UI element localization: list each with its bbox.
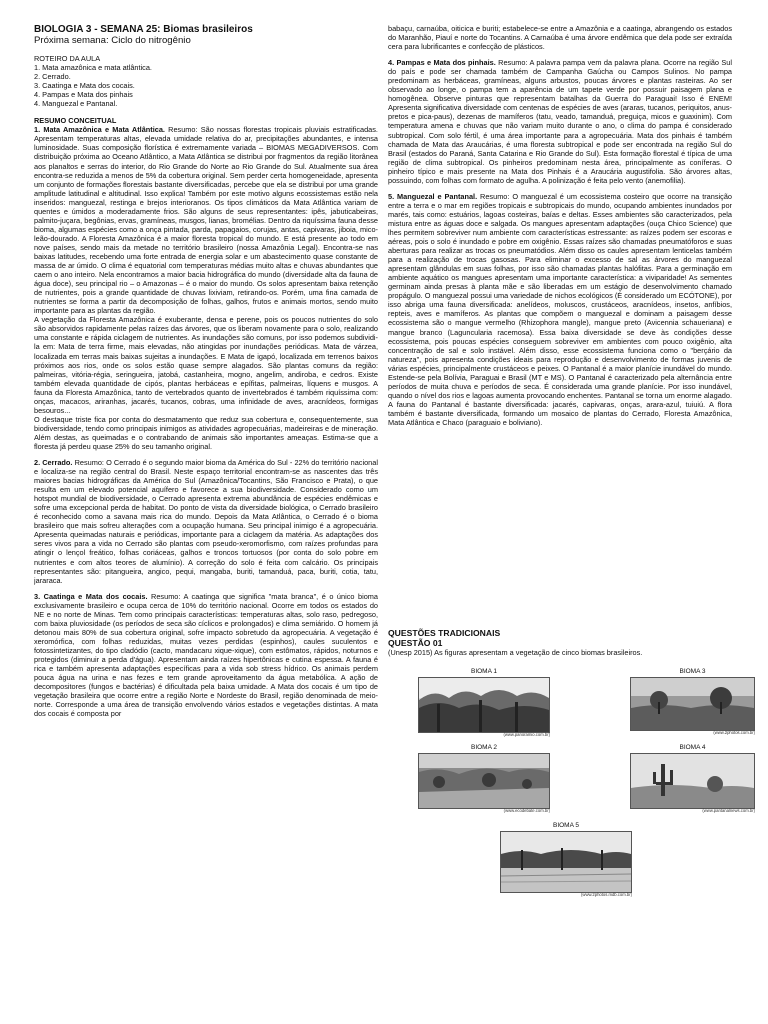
bioma-3-source: (www.2photos.com.br): [713, 730, 755, 735]
bioma-1-label: BIOMA 1: [470, 668, 497, 675]
right-column: [388, 24, 732, 624]
section-3-paragraph: [34, 592, 378, 719]
bioma-4-source: (www.pantanalnews.com.br): [702, 808, 755, 813]
section-2-lead: 2. Cerrado.: [34, 458, 73, 468]
roteiro-item-3: 3. Caatinga e Mata dos cocais.: [34, 81, 135, 91]
roteiro-title: ROTEIRO DA AULA: [34, 54, 101, 63]
bioma-2-photo: [418, 753, 550, 809]
section-5-paragraph: [388, 192, 732, 427]
section-3-lead: 3. Caatinga e Mata dos cocais.: [34, 591, 148, 601]
section-5-lead: 5. Manguezal e Pantanal.: [388, 191, 478, 201]
bioma-1-source: (www.panoramio.com.br): [503, 732, 550, 737]
roteiro-item-2: 2. Cerrado.: [34, 72, 71, 82]
section-4-lead: 4. Pampas e Mata dos pinhais.: [388, 58, 496, 68]
left-column: [34, 24, 378, 989]
section-5-text: Resumo: O manguezal é um ecossistema costeiro que ocorre na transição entre a terra e o mar em regiões tropicais e subtropicais do mundo, ocupando ambientes inundados por marés, tais como: estuários, lagoas costeiras, baías e deltas. Esses ambientes são caracterizados, pela mistura entre as águas doce e salgada. Os mangues apresentam adaptações (ouça Chico Science) que lhes permitem sobreviver num ambiente com características estressante: as raízes podem ser escoras e aéreas, pois o solo é inundado e pobre em oxigênio. Essas raízes são chamadas pneumatóforos e suas aberturas para realizar as trocas os pneumatódios. Além disso os caules apresentam lenticelas também para a realização de trocas gasosas. Para eliminar o excesso de sal as árvores do manguezal apresentam glândulas em suas folhas, por isso são chamadas plantas halófitas. Para a germinação em ambiente aquático os mangues apresentam uma importante característica: a viviparidade! As sementes germinam ainda presas à planta mãe e são liberadas em um estágio de desenvolvimento chamado propágulo. O manguezal possui uma variedade de nichos ecológicos (É considerado um ECÓTONE), por isso abriga uma fauna diversificada: anelídeos, moluscos, crustáceos, aracnídeos, insetos, anfíbios, repteis, aves e mamíferos. As plantas que compõem o manguezal e dominam a paisagem desse ecossistema são o mangue vermelho (Rhizophora mangle), mangue preto (Avicennia schaueriana) e mangue branco (Laguncularia racemosa). Essa baixa diversidade se deve às condições desse ecossistema, pois poucas espécies conseguem sobreviver em ambientes com pouco oxigênio, alta concentração de sal e solo instável. Além disso, esse ecossistema funciona como o "berçário da natureza", pois apresenta condições ideais para reprodução e desenvolvimento de formas juvenis de várias espécies, principalmente crustáceos e peixes. O Pantanal é a maior planície inundável do mundo. Estende-se pela Bolívia, Paraguai e Brasil (MT e MS). O Pantanal é caracterizado pela alternância entre períodos de muita chuva e períodos de seca. É considerada uma grande planície. Por isso inundável, quando o nível dos rios e lagoas aumenta provocando enchentes. Pantanal se torna um enorme alagado. A fauna do Pantanal é bastante diversificada: jacarés, capivaras, onças, arara-azul, tuiuiú. A flora também é bastante diversificada, formando um mosaico de plantas do Cerrado, Floresta Amazônica, Mata Atlântica e Chaco (paraguaio e boliviano).: [388, 191, 732, 427]
savanna-photo-icon: [631, 678, 754, 730]
bioma-3-label: BIOMA 3: [679, 668, 706, 675]
questions-title: QUESTÕES TRADICIONAIS: [388, 628, 501, 638]
section-3-continuation: babaçu, carnaúba, oiticica e buriti; estabelece-se entre a Amazônia e a caatinga, abrangendo os estados do Maranhão, Piauí e norte do Tocantins. A Carnaúba é uma árvore endêmica que dela pode ser extraída cera para lubrificantes e confecção de plásticos.: [388, 24, 732, 52]
bioma-4-figure: [630, 744, 755, 816]
roteiro-item-4: 4. Pampas e Mata dos pinhais: [34, 90, 133, 100]
bioma-1-photo: [418, 677, 550, 733]
forest-photo-icon: [419, 678, 549, 732]
question-1-title: QUESTÃO 01: [388, 638, 443, 648]
wetland-photo-icon: [501, 832, 631, 892]
roteiro-item-5: 4. Manguezal e Pantanal.: [34, 99, 118, 109]
section-2-paragraph: [34, 458, 378, 585]
questions-block: [388, 628, 732, 657]
section-1-paragraph-1: [34, 125, 378, 315]
section-1-paragraph-3: O destaque triste fica por conta do desmatamento que reduz sua cobertura e, consequentemente, sua biodiversidade, tendo como principais inimigos as atividades agropecuárias, madeireiras e de mineração. Além destas, as queimadas e o contrabando de animais são importantes ameaças. Estima-se que a floresta já perdeu quase 25% do seu tamanho original.: [34, 414, 378, 451]
bioma-5-label: BIOMA 5: [552, 822, 579, 829]
bioma-1-figure: [418, 668, 550, 738]
section-4-text: Resumo: A palavra pampa vem da palavra plana. Ocorre na região Sul do país e pode ser chamada também de Campanha Gaúcha ou Campos Sulinos. No pampa predominam as herbáceas, gramíneas, alguns arbustos, poucas árvores e plantas rasteiras. Ao ser observado ao longe, o pampa tem a aparência de um tapete verde por possuir paisagem plana e homogênea. Observe pinturas que representam batalhas da Guerra do Paraguai! Isso é ENEM! Apresenta significativa diversidade com centenas de espécies de aves (araras, tucanos, periquitos, anus-pretos e pica-paus), dezenas de mamíferos (tatu, veado, tamanduá, preguiça, micos e guaxinim). Com temperatura amena e chuvas que não variam muito durante o ano, o clima do pampa é considerado subtropical. Com solo fértil, é uma área importante para a agropecuária. Mata dos pinhais é também chamada de Mata das Araucárias, é uma floresta subtropical e pode ser encontrada na região Sul do Brasil (estados do Paraná, Santa Catarina e Rio Grande do Sul). Esta formação florestal é típica de uma região de clima subtropical. Os pinheiros predominam nesta área, principalmente as coníferas. O pinheiro típico e mais presente na Mata dos Pinhais é a Araucária augustifolia. São árvores altas, possuindo, com folhas com formato de agulha. A polinização é feita pelo vento (anemofilia).: [388, 58, 732, 185]
bioma-3-photo: [630, 677, 755, 731]
section-1-lead: 1. Mata Amazônica e Mata Atlântica.: [34, 125, 165, 135]
question-1-text: (Unesp 2015) As figuras apresentam a vegetação de cinco biomas brasileiros.: [388, 648, 643, 657]
bioma-4-label: BIOMA 4: [679, 744, 706, 751]
bioma-5-figure: [500, 822, 632, 900]
section-4-paragraph: [388, 58, 732, 185]
section-1-paragraph-2: A vegetação da Floresta Amazônica é exuberante, densa e perene, pois os poucos nutrientes do solo são absorvidos rapidamente pelas raízes das árvores, que os liberam novamente para o solo, realizando uma constante e rápida ciclagem de nutrientes. As inundações são comuns, por isso podemos subdividi-la em: Mata de terra firme, mais elevadas, não atingidas por inundações periódicas. Mata de várzea, localizada em terras mais baixas sujeitas a inundações. E Mata de igapó, localizada em terrenos baixos próximos aos rios, onde os solos estão quase sempre alagados. São plantas comuns da região: palmeiras, vitória-régia, seringueira, jatobá, castanheira, mogno, angelim, andiroba, e cedros. Existe também elevada quantidade de cipós, plantas herbáceas e epífitas, palmeiras, líquens e musgos. A fauna da Floresta Amazônica, tanto de vertebrados quanto de invertebrados é também riquíssima com: onças, macacos, ariranhas, jacarés, tucanos, cobras, uma infinidade de aves, aracnídeos, formigas besouros...: [34, 315, 378, 415]
document-subtitle: Próxima semana: Ciclo do nitrogênio: [34, 35, 191, 46]
shrubland-photo-icon: [419, 754, 549, 808]
roteiro-block: [34, 54, 378, 108]
bioma-5-photo: [500, 831, 632, 893]
bioma-2-label: BIOMA 2: [470, 744, 497, 751]
bioma-5-source: (www.2photos.mdb.com.br): [581, 892, 632, 897]
bioma-3-figure: [630, 668, 755, 738]
bioma-2-source: (www.ecodebate.com.br): [503, 808, 550, 813]
roteiro-item-1: 1. Mata amazônica e mata atlântica.: [34, 63, 152, 73]
resumo-title: RESUMO CONCEITUAL: [34, 116, 117, 126]
caatinga-photo-icon: [631, 754, 754, 808]
bioma-4-photo: [630, 753, 755, 809]
section-1-text-1: Resumo: São nossas florestas tropicais pluviais estratificadas. Apresentam temperaturas altas, elevada umidade relativa do ar, precipitações abundantes, e intensa luminosidade. Suas composição florística é extremamente variada – BIOMAS MEGADIVERSOS. Com distribuição próxima ao Oceano Atlântico, a Mata Atlântica se distribui por fragmentos da região litorânea aos planaltos e serras do interior, do Rio Grande do Norte ao Rio Grande do Sul. Atualmente sua área encontra-se reduzida a menos de 5% da cobertura original. Sem perder certa homogeneidade, apresenta um conjunto de formações florestais bastante diversificadas, percebe que ela se distribui por uma grande amplitude latitudinal e altitudinal. Isso explica! Também por este motivo alguns ecossistemas estão nela inseridos: manguezal, restinga e brejos interioranos. Os tipos climáticos da Mata Atlântica variam de quentes e úmidos a moderadamente frios. São alguns de seus representantes: ipês, jabuticabeiras, palmito-juçara, begônias, ervas, gramíneas, musgos, lianas, bromélias. Dentro da riquíssima fauna desse bioma, algumas espécies como a onça pintada, parda, papagaios, corujas, antas, capivaras, jiboia, mico-leão-dourado. A Floresta Amazônica é a maior floresta tropical do mundo. E está presente ao todo em nove países, sendo mais da metade no território brasileiro (nossa Amazônia Legal). Encontra-se nas baixas latitudes, recebendo uma forte entrada de energia solar e um abastecimento quase constante de massa de ar úmido. O clima é equatorial com temperaturas médias muito altas e chuvas abundantes que caem o ano inteiro. Nela encontramos a maior bacia hidrográfica do mundo (diversidade alta da fauna de água doce), seu principal rio – o Amazonas – é o maior do mundo. Os solos apresentam baixa retenção de nutrientes, pois a grande quantidade de chuvas lixiviam, retirando-os. Porém, uma fina camada de nutrientes se forma a partir da decomposição de folhas, galhos, frutos e animais mortos, sendo muito importante para as plantas da região.: [34, 125, 378, 316]
bioma-2-figure: [418, 744, 550, 816]
document-title: BIOLOGIA 3 - SEMANA 25: Biomas brasileiros: [34, 24, 253, 35]
section-2-text: Resumo: O Cerrado é o segundo maior bioma da América do Sul - 22% do território nacional e localiza-se na região central do Brasil. Neste espaço territorial encontram-se as nascentes das três maiores bacias hidrográficas da América do Sul (Amazônica/Tocantins, São Francisco e Prata), o que resulta em um elevado potencial aquífero e favorece a sua biodiversidade. Considerado como um hotspot mundial de biodiversidade, o Cerrado apresenta extrema abundância de espécies endêmicas e sofre uma excepcional perda de habitat. Do ponto de vista da diversidade biológica, o Cerrado brasileiro é reconhecido como a savana mais rica do mundo. Depois da Mata Atlântica, o Cerrado é o bioma brasileiro que mais sofreu alterações com a ocupação humana. Seu principal inimigo é a agropecuária. Apresenta queimadas naturais e periódicas, importante para a ciclagem da matéria. As adaptações dos seres vivos para a vida no Cerrado são plantas com pseudo-xeromorfismo, com raízes profundas para atingir o lençol freático, folhas coriáceas, galhos e troncos tortuosos (por conta do solo pobre em nutrientes e com altos teores de alumínio). A correção do solo é feita com calcário. Os principais representantes são: pitangueira, angico, pequi, mangaba, buriti, tamanduá, paca, buriti, cotia, tatu, jararaca.: [34, 458, 378, 585]
section-3-text: Resumo: A caatinga que significa "mata branca", é o único bioma exclusivamente brasileiro e ocupa cerca de 10% do território nacional. Ocorre em todos os estados do NE e no norte de Minas. Tem como principais características: temperaturas altas, solo raso, pedregoso, com baixa pluviosidade (os períodos de seca são cíclicos e prolongados) e clima semiárido. O homem já detonou mais 80% de sua cobertura original, sofre impacto sobretudo da agropecuária. A vegetação é xeromórfica, com folhas reduzidas, muitas vezes perdidas (espinhos), caules suculentos e fotossintetizantes, do tipo cladódio (cacto, mandacaru xique-xique), com estômatos, rápidos, noturnos e protegidos (diminuir a perda d'água). Apresentam ainda raízes hipertônicas e cutina espessa. A fauna é rica e também apresenta adaptações específicas para a vida sob stress hídrico. Os animais perdem pouca água na urina e nas fezes e tem grande aproveitamento da água metabólica. A ação de decompositores (fungos e bactérias) é dificultada pela baixa umidade. A Mata dos cocais é um tipo de vegetação brasileira que ocorre entre a região Norte e Nordeste do Brasil, região denominada de meio-norte. Corresponde a uma área de transição envolvendo vários estados e vegetações distintas. A mata dos cocais é composta por: [34, 591, 378, 719]
